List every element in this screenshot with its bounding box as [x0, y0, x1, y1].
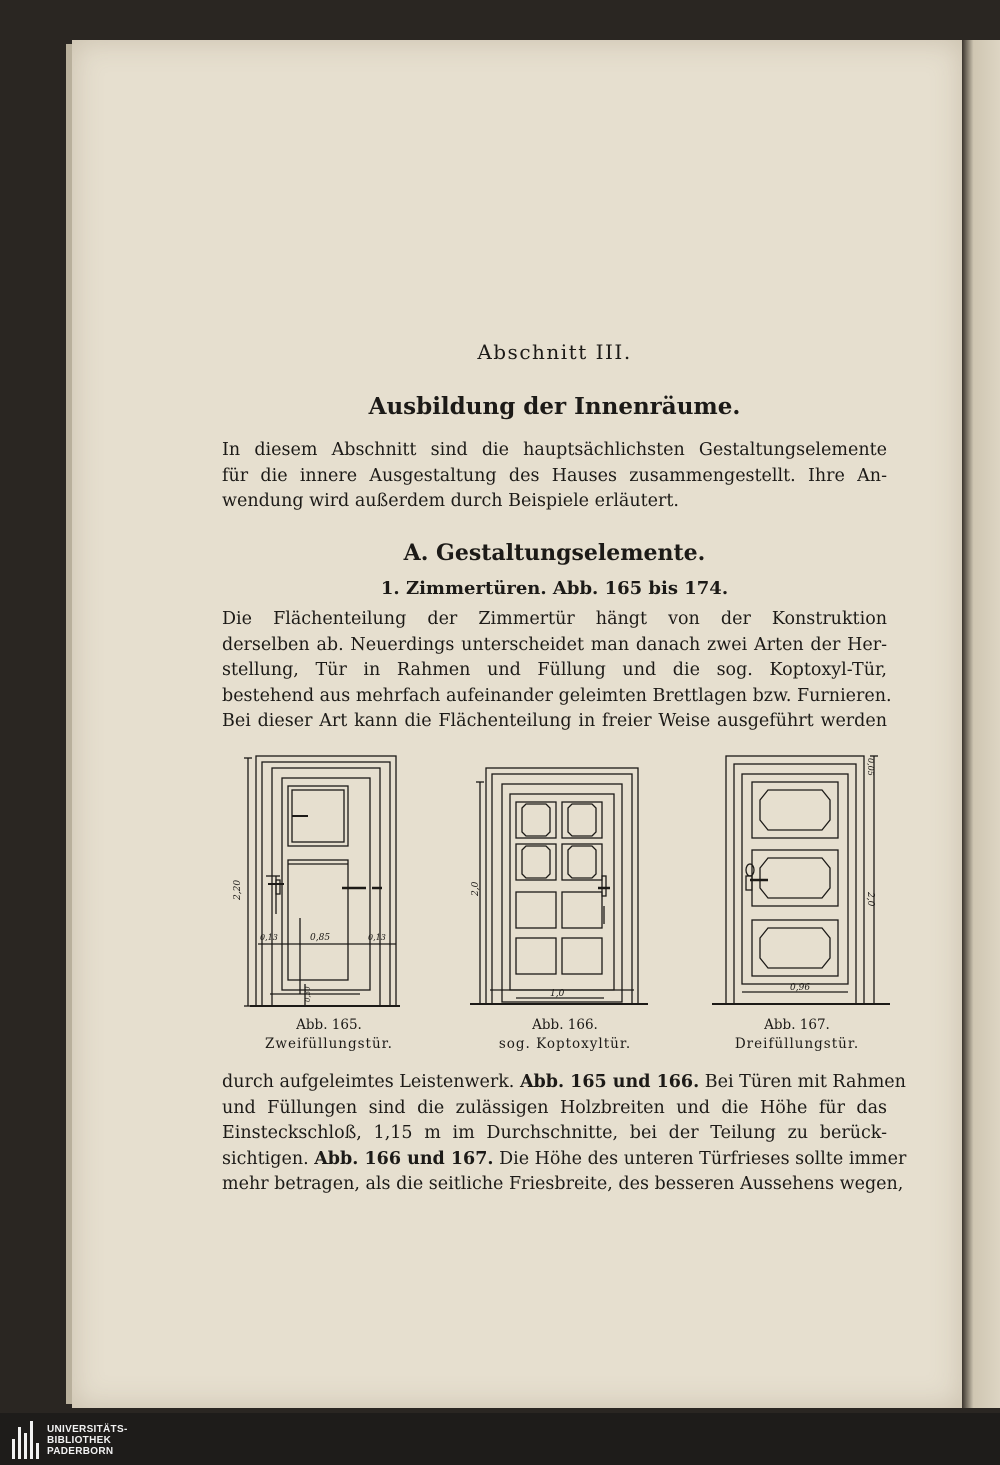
- dim-side-left-165: 0,13: [260, 933, 278, 942]
- subsection-title: A. Gestaltungselemente.: [403, 540, 706, 566]
- dim-top-167: 0,05: [866, 758, 875, 776]
- figure-caption-167: [712, 1016, 882, 1054]
- page-edge-right: [962, 40, 1000, 1408]
- section-heading: Abschnitt III.: [477, 340, 632, 364]
- library-logo-text: UNIVERSITÄTS- BIBLIOTHEK PADERBORN: [47, 1423, 128, 1457]
- dim-height-165: 2,20: [233, 879, 243, 900]
- figure-title: sog. Koptoxyltür.: [498, 1036, 632, 1052]
- body-paragraph: [222, 607, 892, 735]
- dim-side-right-165: 0,13: [368, 933, 386, 942]
- door-drawing-165: [230, 754, 400, 1014]
- library-logo: [12, 1418, 172, 1462]
- figure-title: Dreifüllungstür.: [734, 1036, 860, 1052]
- body-line: stellung, Tür in Rahmen und Füllung und die sog. Koptoxyl-Tür,: [222, 660, 887, 680]
- continuation-line: durch aufgeleimtes Leistenwerk. Abb. 165 und 166. Bei Türen mit Rahmen: [222, 1072, 906, 1092]
- dim-height-167: 2,0: [865, 892, 875, 907]
- door-drawing-166: [470, 764, 650, 1010]
- body-line: Bei dieser Art kann die Flächenteilung in freier Weise ausgeführt werden: [222, 711, 887, 731]
- library-logo-icon: [12, 1421, 39, 1459]
- intro-line: In diesem Abschnitt sind die hauptsächlichsten Gestaltungselemente: [222, 440, 887, 460]
- continuation-paragraph: [222, 1070, 907, 1198]
- door-drawing-167: [712, 752, 892, 1012]
- dim-bottom-165: 0,30: [304, 986, 312, 1002]
- continuation-line: und Füllungen sind die zulässigen Holzbreiten und die Höhe für das: [222, 1097, 887, 1118]
- figure-number: Abb. 166.: [532, 1017, 598, 1033]
- bleed-through-text: [222, 128, 887, 175]
- figure-title: Zweifüllungstür.: [265, 1036, 393, 1052]
- subsubsection-title: 1. Zimmertüren. Abb. 165 bis 174.: [380, 578, 729, 599]
- intro-paragraph: [222, 438, 887, 515]
- intro-line: wendung wird außerdem durch Beispiele erläutert.: [222, 491, 679, 511]
- dim-width-167: 0,96: [790, 983, 811, 993]
- body-line: derselben ab. Neuerdings unterscheidet man danach zwei Arten der Her-: [222, 634, 887, 655]
- continuation-line: sichtigen. Abb. 166 und 167. Die Höhe des unteren Türfrieses sollte immer: [222, 1148, 907, 1169]
- continuation-line: Einsteckschloß, 1,15 m im Durchschnitte, bei der Teilung zu berück-: [222, 1123, 887, 1143]
- body-line: Die Flächenteilung der Zimmertür hängt von der Konstruktion: [222, 609, 887, 629]
- figure-caption-165: [244, 1016, 414, 1054]
- intro-line: für die innere Ausgestaltung des Hauses zusammengestellt. Ihre An-: [222, 465, 887, 486]
- figure-row: [222, 748, 887, 1068]
- dim-width-165: 0,85: [310, 933, 331, 943]
- dim-width-166: 1,0: [550, 989, 565, 999]
- main-title: Ausbildung der Innenräume.: [368, 393, 741, 420]
- figure-number: Abb. 167.: [764, 1017, 830, 1033]
- continuation-line: mehr betragen, als die seitliche Friesbreite, des besseren Aussehens wegen,: [222, 1174, 904, 1194]
- figure-caption-166: [480, 1016, 650, 1054]
- figure-number: Abb. 165.: [296, 1017, 362, 1033]
- dim-height-166: 2,0: [471, 881, 481, 896]
- body-line: bestehend aus mehrfach aufeinander geleimten Brettlagen bzw. Furnieren.: [222, 685, 892, 706]
